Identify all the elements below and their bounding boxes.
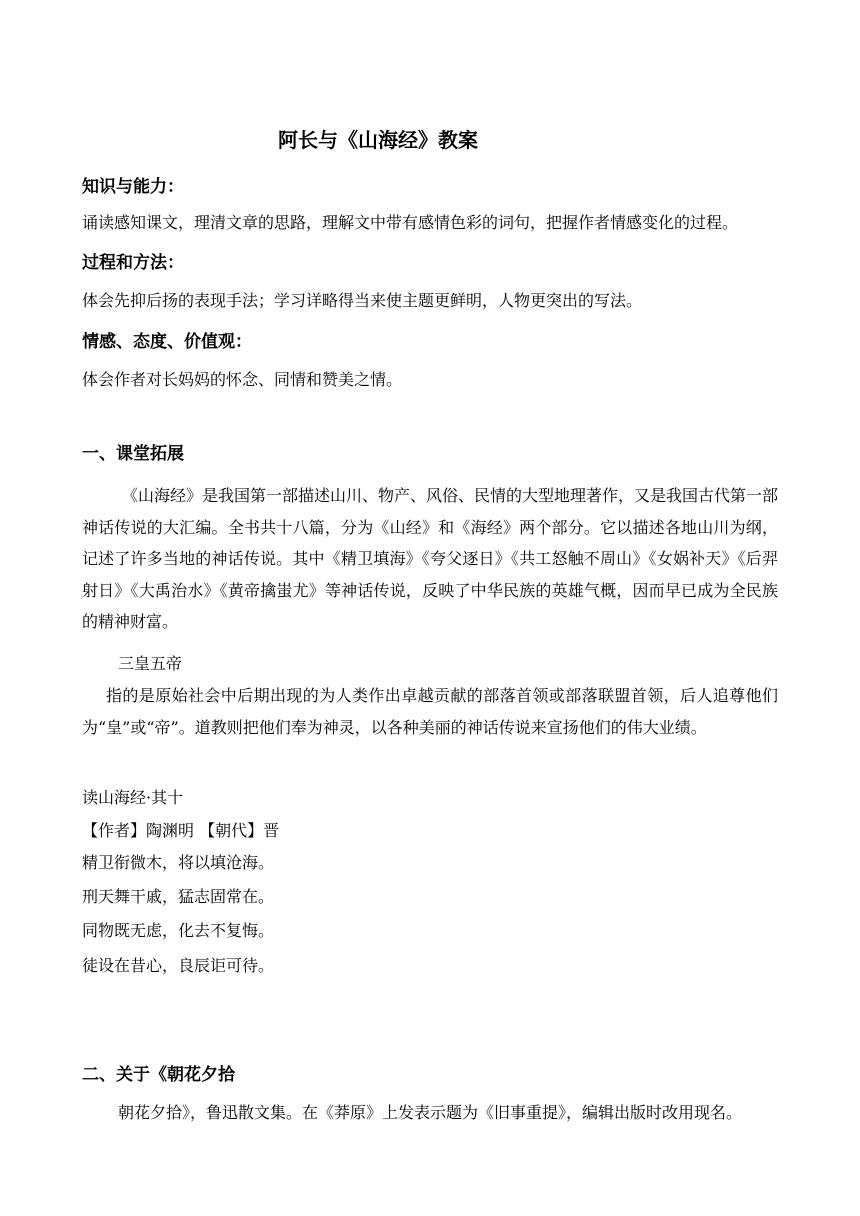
process-text: 体会先抑后扬的表现手法；学习详略得当来使主题更鲜明，人物更突出的写法。 bbox=[82, 291, 643, 310]
poem-line: 刑天舞干戚，猛志固常在。 bbox=[82, 887, 275, 906]
shanhaijing-intro-paragraph: 《山海经》是我国第一部描述山川、物产、风俗、民情的大型地理著作，又是我国古代第一部神话传说的大汇编。全书共十八篇，分为《山经》和《海经》两个部分。它以描述各地山川为纲，记述了许多当地的神话传说。其中《精卫填海》《夸父逐日》《共工怒触不周山》《女娲补天》《后羿射日》《大禹治水》《黄帝擒蚩尤》等神话传说，反映了中华民族的英雄气概，因而早已成为全民族的精神财富。 bbox=[82, 486, 779, 631]
poem-title: 读山海经·其十 bbox=[82, 788, 184, 807]
poem-meta: 【作者】陶渊明 【朝代】晋 bbox=[82, 821, 280, 840]
poem-line: 徒设在昔心，良辰讵可待。 bbox=[82, 956, 275, 975]
knowledge-heading: 知识与能力： bbox=[82, 177, 184, 197]
section2-heading: 二、关于《朝花夕拾 bbox=[82, 1065, 235, 1085]
document-title: 阿长与《山海经》教案 bbox=[278, 128, 478, 152]
knowledge-text: 诵读感知课文，理清文章的思路，理解文中带有感情色彩的词句，把握作者情感变化的过程。 bbox=[82, 213, 739, 232]
process-heading: 过程和方法： bbox=[82, 253, 184, 273]
poem-line: 精卫衔微木，将以填沧海。 bbox=[82, 853, 275, 872]
emotion-text: 体会作者对长妈妈的怀念、同情和赞美之情。 bbox=[82, 370, 403, 389]
sanhuang-paragraph: 指的是原始社会中后期出现的为人类作出卓越贡献的部落首领或部落联盟首领，后人追尊他们为“皇”或“帝”。道教则把他们奉为神灵，以各种美丽的神话传说来宣扬他们的伟大业绩。 bbox=[82, 686, 778, 737]
section1-heading: 一、课堂拓展 bbox=[82, 444, 184, 464]
poem-line: 同物既无虑，化去不复悔。 bbox=[82, 921, 275, 940]
section2-text: 朝花夕拾》，鲁迅散文集。在《莽原》上发表示题为《旧事重提》，编辑出版时改用现名。 bbox=[118, 1103, 743, 1122]
sanhuang-title: 三皇五帝 bbox=[118, 654, 183, 673]
emotion-heading: 情感、态度、价值观： bbox=[82, 332, 252, 352]
